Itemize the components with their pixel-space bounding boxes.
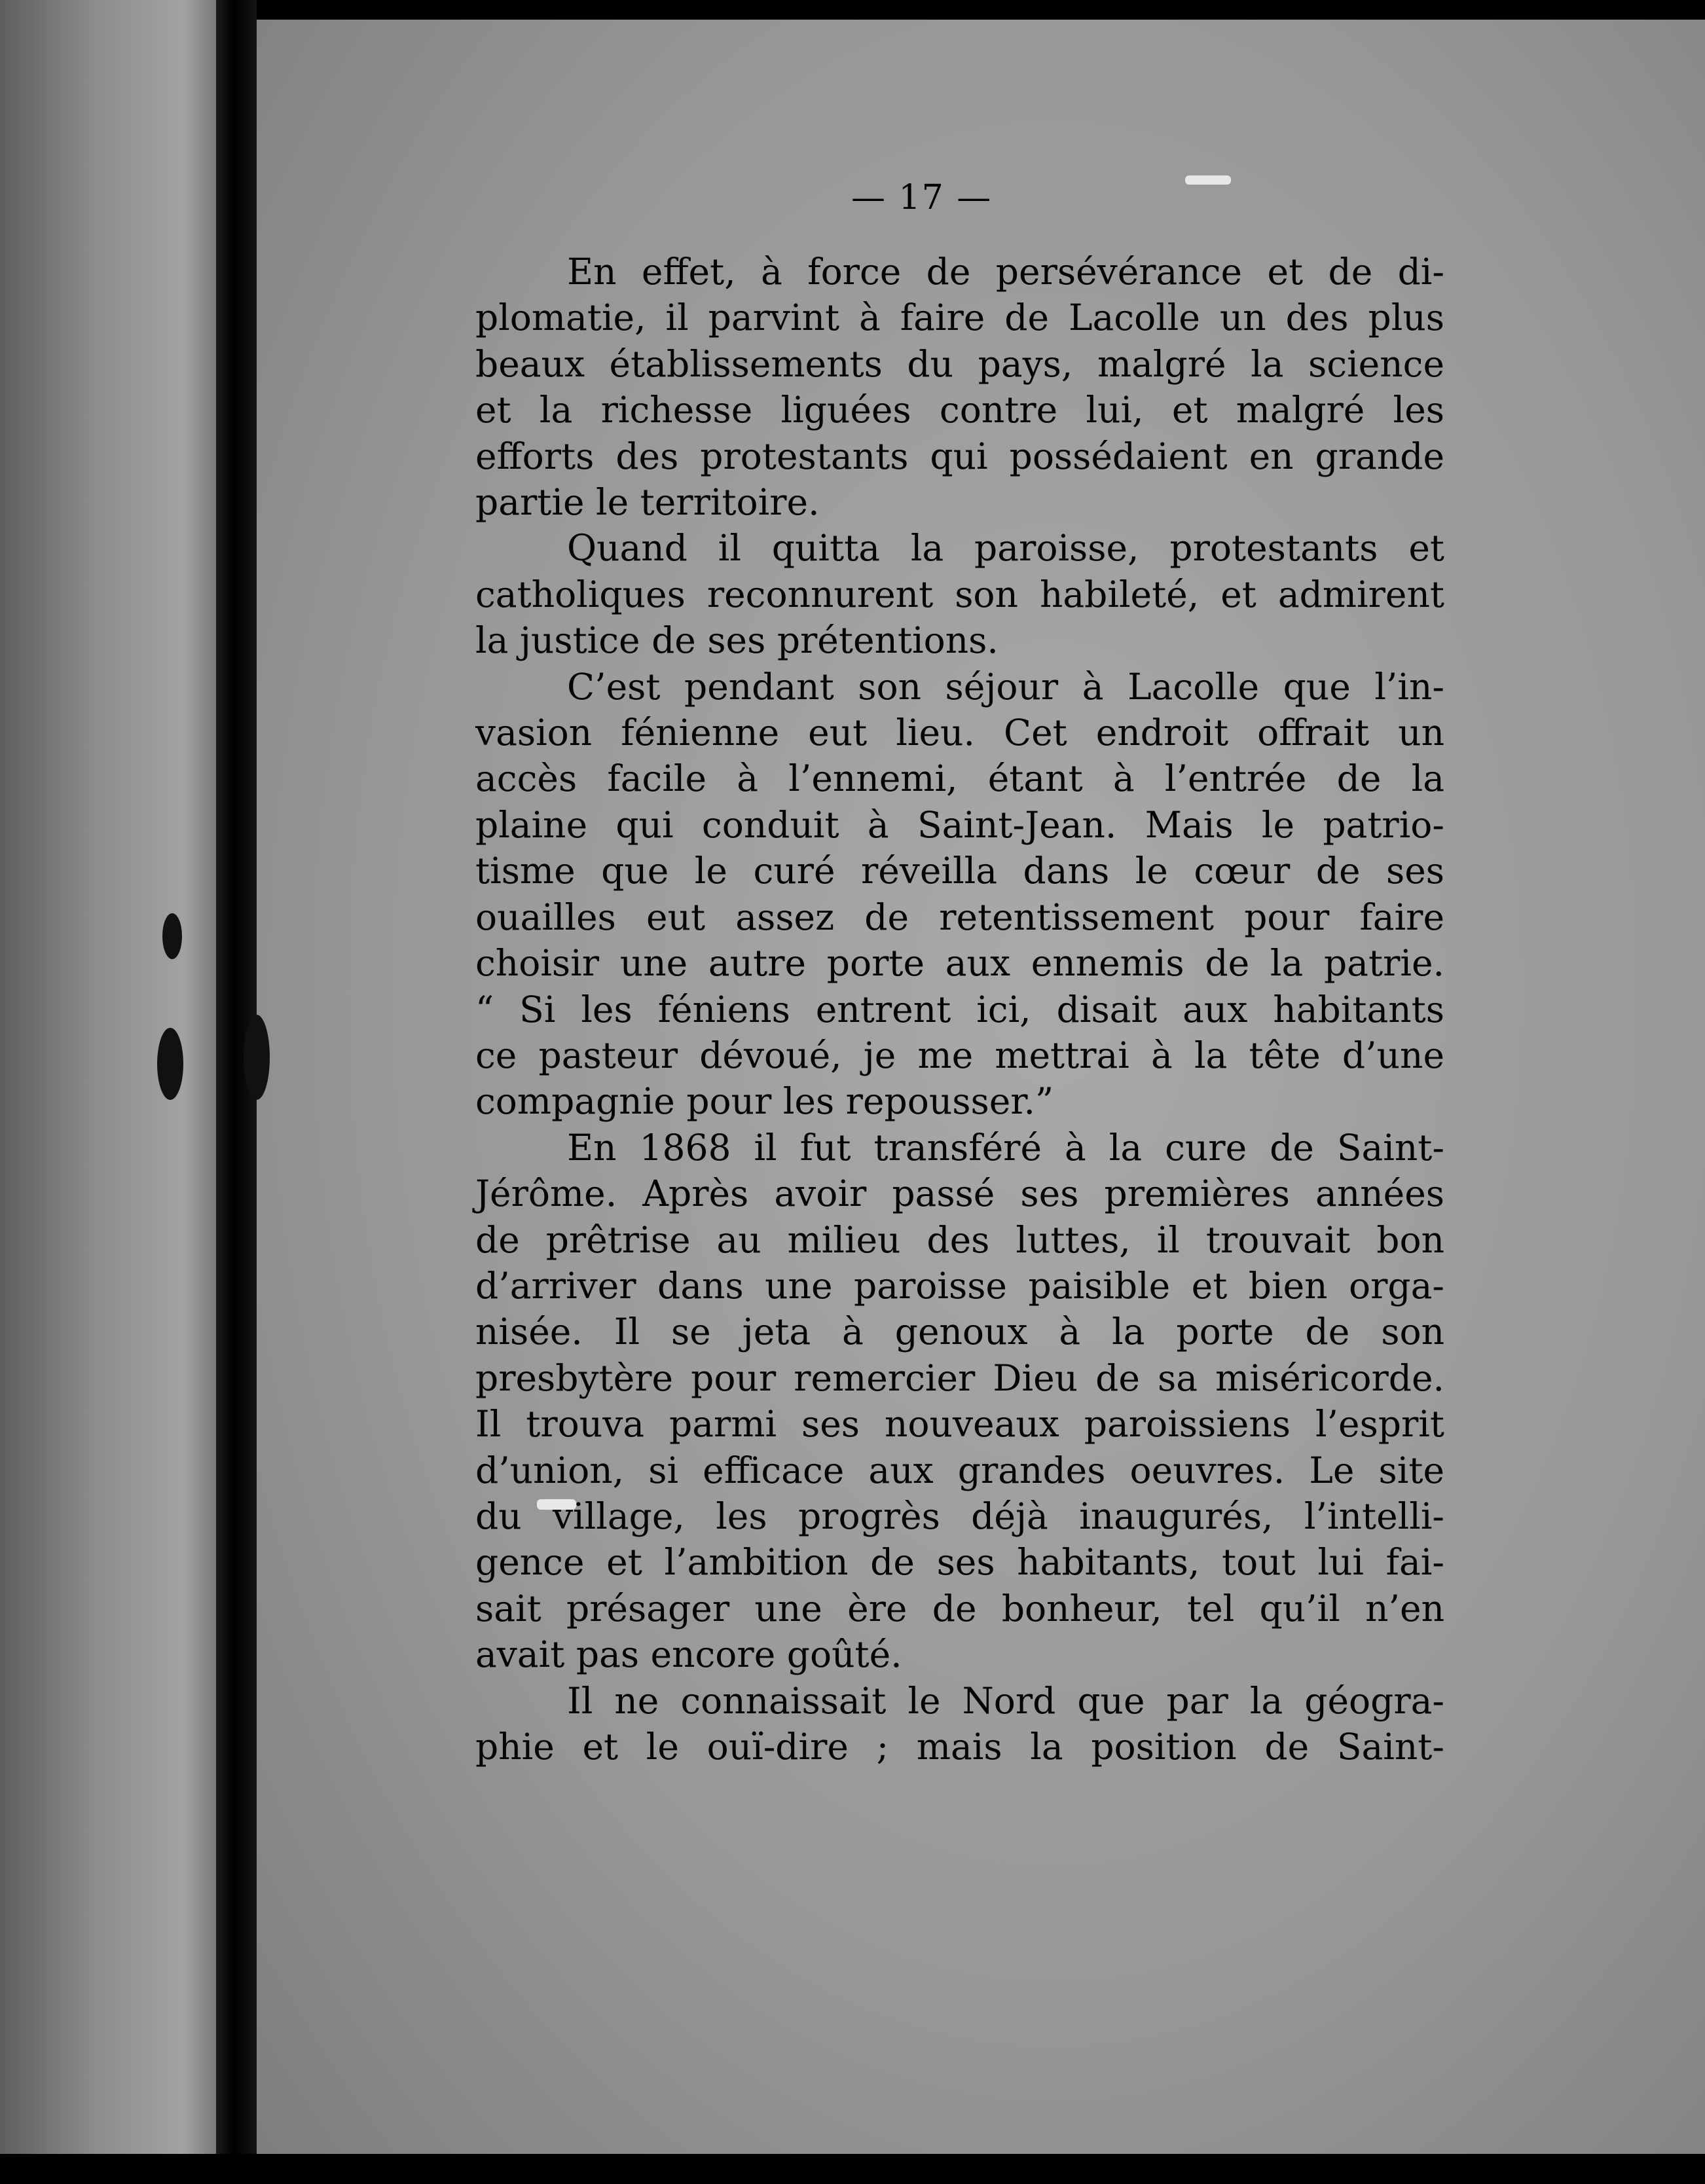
- text-line: phie et le ouï-dire ; mais la position de Saint-: [475, 1726, 1444, 1768]
- scan-border-top: [257, 0, 1705, 20]
- text-line: la justice de ses prétentions.: [475, 619, 999, 662]
- text-line: du village, les progrès déjà inaugurés, l’intelli-: [475, 1495, 1444, 1537]
- text-line: sait présager une ère de bonheur, tel qu’il n’en: [475, 1587, 1444, 1629]
- body-text: [475, 249, 1444, 1770]
- text-line: Quand il quitta la paroisse, protestants et: [567, 527, 1444, 570]
- text-line: nisée. Il se jeta à genoux à la porte de son: [475, 1311, 1444, 1353]
- text-line: “ Si les féniens entrent ici, disait aux habitants: [475, 988, 1444, 1030]
- text-line: plomatie, il parvint à faire de Lacolle un des plus: [475, 297, 1444, 339]
- text-line: d’arriver dans une paroisse paisible et bien orga-: [475, 1264, 1444, 1307]
- text-line: compagnie pour les repousser.”: [475, 1080, 1054, 1123]
- paper-damage-mark: [157, 1028, 183, 1100]
- text-line: partie le territoire.: [475, 481, 820, 524]
- text-line: gence et l’ambition de ses habitants, tout lui fai-: [475, 1541, 1444, 1584]
- text-line: ouailles eut assez de retentissement pour faire: [475, 896, 1444, 938]
- text-line: d’union, si efficace aux grandes oeuvres. Le site: [475, 1449, 1444, 1491]
- scan-border-bottom: [0, 2154, 1705, 2184]
- text-line: presbytère pour remercier Dieu de sa miséricorde.: [475, 1356, 1444, 1399]
- paper-damage-mark: [244, 1015, 270, 1100]
- text-line: C’est pendant son séjour à Lacolle que l’in-: [567, 665, 1444, 708]
- text-line: Jérôme. Après avoir passé ses premières années: [475, 1173, 1444, 1215]
- text-line: ce pasteur dévoué, je me mettrai à la tête d’une: [475, 1034, 1444, 1076]
- text-line: beaux établissements du pays, malgré la science: [475, 342, 1444, 385]
- page-number: — 17 —: [851, 178, 993, 217]
- text-line: de prêtrise au milieu des luttes, il trouvait bon: [475, 1218, 1444, 1261]
- text-line: choisir une autre porte aux ennemis de la patrie.: [475, 942, 1444, 985]
- left-page-edge: [0, 0, 216, 2184]
- text-line: avait pas encore goûté.: [475, 1633, 902, 1676]
- text-line: plaine qui conduit à Saint-Jean. Mais le patrio-: [475, 803, 1444, 846]
- text-line: tisme que le curé réveilla dans le cœur de ses: [475, 850, 1444, 892]
- text-line: efforts des protestants qui possédaient en grande: [475, 435, 1444, 477]
- text-line: En 1868 il fut transféré à la cure de Saint-: [567, 1126, 1444, 1169]
- text-line: catholiques reconnurent son habileté, et admirent: [475, 573, 1444, 615]
- text-line: et la richesse liguées contre lui, et malgré les: [475, 389, 1444, 431]
- text-line: En effet, à force de persévérance et de di-: [567, 251, 1444, 293]
- paper-damage-mark: [162, 913, 182, 959]
- text-line: Il trouva parmi ses nouveaux paroissiens l’esprit: [475, 1403, 1444, 1446]
- paper-speck: [1185, 175, 1231, 185]
- text-line: vasion fénienne eut lieu. Cet endroit offrait un: [475, 712, 1444, 754]
- text-line: accès facile à l’ennemi, étant à l’entrée de la: [475, 757, 1444, 800]
- text-line: Il ne connaissait le Nord que par la géogra-: [567, 1679, 1444, 1722]
